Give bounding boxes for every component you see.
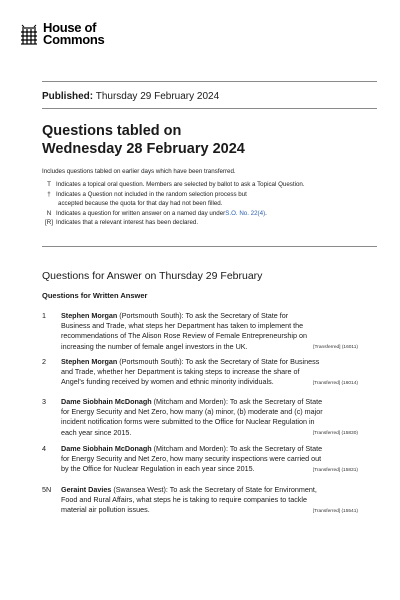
standing-order-link[interactable]: S.O. No. 22(4) — [225, 209, 266, 217]
house-of-commons-logo — [19, 22, 104, 50]
symbol-key — [42, 180, 305, 228]
question-item — [42, 444, 358, 475]
transferred-tag: [Transferred] (15541) — [312, 509, 358, 514]
question-line: material air pollution issues. — [61, 505, 150, 515]
question-text: (Portsmouth South): To ask the Secretary of State for — [117, 311, 289, 320]
question-body — [61, 311, 358, 352]
key-symbol: N — [46, 209, 52, 217]
logo-wordmark — [43, 22, 104, 45]
transferred-tag: [Transferred] (16011) — [313, 345, 358, 350]
divider-key — [42, 246, 377, 247]
question-number: 3 — [42, 397, 46, 406]
question-item — [42, 311, 358, 352]
published-date: Thursday 29 February 2024 — [95, 91, 220, 102]
key-symbol: T — [47, 181, 51, 188]
question-body — [61, 357, 358, 388]
transferred-tag: [Transferred] (15830) — [312, 431, 358, 436]
question-line: each year since 2015. — [61, 427, 132, 437]
subheading: Questions for Written Answer — [42, 291, 148, 300]
question-item — [42, 485, 358, 516]
question-line — [61, 485, 358, 495]
key-text: Indicates a Question not included in the random selection process but — [56, 190, 247, 198]
divider-published — [42, 108, 377, 109]
key-row-dagger — [42, 190, 305, 200]
key-symbol: [R] — [45, 219, 53, 227]
question-line: incident notification forms were submitted to the Office for Nuclear Regulation in — [61, 417, 315, 427]
member-name: Stephen Morgan — [61, 311, 118, 320]
question-line: Angel's funding received by women and ethnic minority individuals. — [61, 377, 274, 387]
question-line — [61, 311, 358, 321]
title-line-2: Wednesday 28 February 2024 — [42, 141, 245, 157]
question-text: (Portsmouth South): To ask the Secretary of State for Business — [117, 357, 320, 366]
question-text: (Mitcham and Morden): To ask the Secretary of State — [151, 397, 323, 406]
question-line: increasing the number of female angel investors in the UK. — [61, 341, 248, 351]
key-row-interest — [42, 218, 305, 228]
transferred-tag: [Transferred] (15831) — [312, 468, 358, 473]
question-body — [61, 485, 358, 516]
key-text: Indicates a question for written answer on a named day under — [56, 209, 226, 217]
published-line — [42, 91, 219, 102]
question-text: (Mitcham and Morden): To ask the Secretary of State — [151, 444, 323, 453]
question-body — [61, 444, 358, 475]
divider-top — [42, 81, 377, 82]
key-text: accepted because the quota for that day had not been filled. — [58, 200, 223, 208]
question-line: for Energy Security and Net Zero, how many (a) minor, (b) moderate and (c) major — [61, 407, 323, 417]
question-text: (Swansea West): To ask the Secretary of State for Environment, — [111, 485, 317, 494]
question-item — [42, 397, 358, 438]
key-row-topical — [42, 180, 305, 190]
key-text: Indicates a topical oral question. Members are selected by ballot to ask a Topical Question. — [56, 181, 305, 188]
intro-text: Includes questions tabled on earlier days which have been transferred. — [42, 168, 236, 175]
logo-line-2: Commons — [43, 31, 105, 47]
question-number: 2 — [42, 357, 46, 366]
question-line — [61, 397, 358, 407]
question-number: 1 — [42, 311, 46, 320]
key-text-end: . — [265, 209, 267, 217]
question-line — [61, 444, 358, 454]
question-number: 5N — [42, 485, 52, 494]
section-heading: Questions for Answer on Thursday 29 February — [42, 270, 263, 282]
member-name: Stephen Morgan — [61, 357, 118, 366]
key-row-named-day — [42, 209, 305, 219]
page-title — [42, 122, 245, 158]
question-line: by the Office for Nuclear Regulation in each year since 2015. — [61, 464, 255, 474]
logo-line-1: House of — [43, 20, 97, 35]
key-text: Indicates that a relevant interest has been declared. — [56, 219, 199, 227]
portcullis-icon — [19, 24, 39, 46]
member-name: Geraint Davies — [61, 485, 112, 494]
question-item — [42, 357, 358, 388]
key-row-dagger-cont — [42, 199, 305, 209]
question-number: 4 — [42, 444, 46, 453]
published-label: Published: — [42, 91, 94, 102]
member-name: Dame Siobhain McDonagh — [61, 397, 152, 406]
question-line: and Trade, whether her Department is taking steps to increase the share of — [61, 367, 300, 377]
question-line: for Energy Security and Net Zero, how many security inspections were carried out — [61, 454, 322, 464]
key-symbol: † — [47, 190, 51, 198]
question-line — [61, 357, 358, 367]
question-line: Food and Rural Affairs, what steps he is taking to require companies to tackle — [61, 495, 307, 505]
member-name: Dame Siobhain McDonagh — [61, 444, 152, 453]
transferred-tag: [Transferred] (16014) — [312, 381, 358, 386]
title-line-1: Questions tabled on — [42, 123, 182, 139]
question-line: recommendations of The Alison Rose Review of Female Entrepreneurship on — [61, 331, 307, 341]
question-line: Business and Trade, what steps her Department has taken to implement the — [61, 321, 304, 331]
question-body — [61, 397, 358, 438]
